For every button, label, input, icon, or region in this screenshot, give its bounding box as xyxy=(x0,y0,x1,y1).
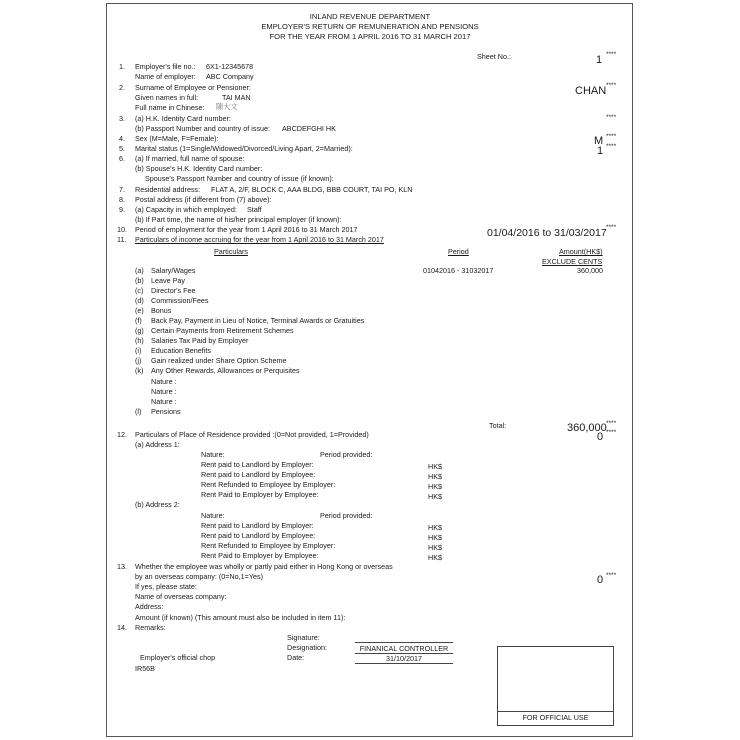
nature-label: Nature: xyxy=(201,450,225,459)
rent-line: Rent Refunded to Employee by Employer: xyxy=(201,541,336,550)
residential-address-label: Residential address: xyxy=(135,185,201,194)
principal-employer-label: (b) If Part time, the name of his/her principal employer (if known): xyxy=(135,215,342,224)
income-row-letter: (d) xyxy=(135,296,144,305)
surname-value: CHAN xyxy=(575,85,607,97)
hkd-label: HK$ xyxy=(428,472,442,481)
item-10-number: 10. xyxy=(117,225,127,234)
employment-period-label: Period of employment for the year from 1 April 2016 to 31 March 2017 xyxy=(135,225,358,234)
file-no-value: 6X1-12345678 xyxy=(206,62,254,71)
hkd-label: HK$ xyxy=(428,553,442,562)
marital-value: 1 xyxy=(597,145,604,157)
income-row-amount: 360,000 xyxy=(577,266,603,275)
residence-stars: **** xyxy=(606,429,617,436)
col-exclude-cents: EXCLUDE CENTS xyxy=(542,257,603,266)
capacity-label: (a) Capacity in which employed: xyxy=(135,205,237,214)
marital-stars: **** xyxy=(606,143,617,150)
income-row-period: 01042016 - 31032017 xyxy=(423,266,494,275)
form-period: FOR THE YEAR FROM 1 APRIL 2016 TO 31 MARCH 2017 xyxy=(269,32,471,41)
sex-label: Sex (M=Male, F=Female): xyxy=(135,134,219,143)
overseas-company-label: Name of overseas company: xyxy=(135,592,227,601)
item-11-number: 11. xyxy=(117,235,127,244)
surname-label: Surname of Employee or Pensioner: xyxy=(135,83,251,92)
date-label: Date: xyxy=(287,653,305,662)
sheet-no-stars: **** xyxy=(606,51,617,58)
income-row-label: Any Other Rewards, Allowances or Perquisites xyxy=(151,366,300,375)
total-value: 360,000 xyxy=(567,422,607,434)
rent-line: Rent paid to Landlord by Employer: xyxy=(201,521,314,530)
rent-line: Rent Refunded to Employee by Employer: xyxy=(201,480,336,489)
col-amount: Amount(HK$) xyxy=(559,247,603,256)
pensions-letter: (l) xyxy=(135,407,142,416)
nature-line: Nature : xyxy=(151,397,177,406)
col-particulars: Particulars xyxy=(214,247,248,256)
address-2-label: (b) Address 2: xyxy=(135,500,180,509)
income-row-label: Leave Pay xyxy=(151,276,185,285)
designation-top-rule xyxy=(355,642,453,643)
item-8-number: 8. xyxy=(119,195,125,204)
residence-label: Particulars of Place of Residence provided :(0=Not provided, 1=Provided) xyxy=(135,430,369,439)
hkd-label: HK$ xyxy=(428,482,442,491)
hkd-label: HK$ xyxy=(428,533,442,542)
overseas-stars: **** xyxy=(606,572,617,579)
item-7-number: 7. xyxy=(119,185,125,194)
address-1-label: (a) Address 1: xyxy=(135,440,180,449)
given-names-value: TAI MAN xyxy=(222,93,251,102)
income-row-letter: (f) xyxy=(135,316,142,325)
item-2-number: 2. xyxy=(119,83,125,92)
rent-line: Rent Paid to Employer by Employee: xyxy=(201,490,319,499)
income-row-label: Director's Fee xyxy=(151,286,196,295)
form-title: EMPLOYER'S RETURN OF REMUNERATION AND PENSIONS xyxy=(261,22,479,31)
income-row-letter: (e) xyxy=(135,306,144,315)
sex-stars: **** xyxy=(606,133,617,140)
income-row-label: Back Pay, Payment in Lieu of Notice, Terminal Awards or Gratuities xyxy=(151,316,365,325)
passport-value: ABCDEFGHI HK xyxy=(282,124,336,133)
chinese-name-label: Full name in Chinese: xyxy=(135,103,205,112)
hkd-label: HK$ xyxy=(428,523,442,532)
income-row-letter: (i) xyxy=(135,346,142,355)
hkd-label: HK$ xyxy=(428,543,442,552)
nature-label: Nature: xyxy=(201,511,225,520)
income-row-letter: (j) xyxy=(135,356,142,365)
signature-label: Signature: xyxy=(287,633,320,642)
period-provided-label: Period provided: xyxy=(320,450,373,459)
income-row-label: Bonus xyxy=(151,306,172,315)
income-row-label: Education Benefits xyxy=(151,346,211,355)
date-rule xyxy=(355,663,453,664)
hkid-label: (a) H.K. Identity Card number: xyxy=(135,114,231,123)
income-row-letter: (k) xyxy=(135,366,144,375)
overseas-line-1: Whether the employee was wholly or partly paid either in Hong Kong or overseas xyxy=(135,562,393,571)
income-row-letter: (a) xyxy=(135,266,144,275)
spouse-hkid-label: (b) Spouse's H.K. Identity Card number: xyxy=(135,164,263,173)
pensions-label: Pensions xyxy=(151,407,181,416)
file-no-label: Employer's file no.: xyxy=(135,62,196,71)
official-chop-label: Employer's official chop xyxy=(140,653,216,662)
item-13-number: 13. xyxy=(117,562,127,571)
item-3-number: 3. xyxy=(119,114,125,123)
item-6-number: 6. xyxy=(119,154,125,163)
item-12-number: 12. xyxy=(117,430,127,439)
income-row-label: Gain realized under Share Option Scheme xyxy=(151,356,287,365)
hkid-stars: **** xyxy=(606,114,617,121)
employer-name-value: ABC Company xyxy=(206,72,254,81)
rent-line: Rent paid to Landlord by Employer: xyxy=(201,460,314,469)
form-code: IR56B xyxy=(135,664,155,673)
sex-value: M xyxy=(594,135,604,147)
designation-value: FINANICAL CONTROLLER xyxy=(359,644,449,653)
passport-label: (b) Passport Number and country of issue: xyxy=(135,124,271,133)
income-section-label: Particulars of income accruing for the year from 1 April 2016 to 31 March 2017 xyxy=(135,235,384,244)
overseas-value: 0 xyxy=(597,574,604,586)
residential-address-value: FLAT A, 2/F, BLOCK C, AAA BLDG, BBB COURT, TAI PO, KLN xyxy=(211,185,413,194)
sheet-no-label: Sheet No.: xyxy=(477,52,511,61)
income-row-label: Salary/Wages xyxy=(151,266,196,275)
income-row-letter: (c) xyxy=(135,286,144,295)
date-value: 31/10/2017 xyxy=(386,654,422,663)
postal-address-label: Postal address (if different from (7) above): xyxy=(135,195,272,204)
total-label: Total: xyxy=(489,421,507,430)
item-9-number: 9. xyxy=(119,205,125,214)
surname-stars: **** xyxy=(606,82,617,89)
employment-period-value: 01/04/2016 to 31/03/2017 xyxy=(487,227,607,239)
rent-line: Rent paid to Landlord by Employee: xyxy=(201,470,316,479)
nature-line: Nature : xyxy=(151,377,177,386)
item-4-number: 4. xyxy=(119,134,125,143)
item-5-number: 5. xyxy=(119,144,125,153)
income-row-letter: (h) xyxy=(135,336,144,345)
spouse-name-label: (a) If married, full name of spouse: xyxy=(135,154,245,163)
income-row-label: Salaries Tax Paid by Employer xyxy=(151,336,249,345)
hkd-label: HK$ xyxy=(428,462,442,471)
capacity-value: Staff xyxy=(247,205,262,214)
official-use-rule xyxy=(497,711,614,712)
employment-period-stars: **** xyxy=(606,224,617,231)
remarks-label: Remarks: xyxy=(135,623,166,632)
item-14-number: 14. xyxy=(117,623,127,632)
total-stars: **** xyxy=(606,420,617,427)
employer-name-label: Name of employer: xyxy=(135,72,196,81)
hkd-label: HK$ xyxy=(428,492,442,501)
item-1-number: 1. xyxy=(119,62,125,71)
income-row-letter: (g) xyxy=(135,326,144,335)
income-row-label: Commission/Fees xyxy=(151,296,209,305)
overseas-line-2: by an overseas company: (0=No,1=Yes) xyxy=(135,572,263,581)
overseas-address-label: Address: xyxy=(135,602,164,611)
income-row-letter: (b) xyxy=(135,276,144,285)
period-provided-label: Period provided: xyxy=(320,511,373,520)
overseas-line-3: If yes, please state: xyxy=(135,582,197,591)
official-use-label: FOR OFFICIAL USE xyxy=(522,713,589,722)
nature-line: Nature : xyxy=(151,387,177,396)
rent-line: Rent paid to Landlord by Employee: xyxy=(201,531,316,540)
designation-label: Designation: xyxy=(287,643,327,652)
col-period: Period xyxy=(448,247,469,256)
marital-label: Marital status (1=Single/Widowed/Divorced/Living Apart, 2=Married): xyxy=(135,144,353,153)
spouse-passport-label: Spouse's Passport Number and country of issue (if known): xyxy=(145,174,334,183)
dept-heading: INLAND REVENUE DEPARTMENT xyxy=(309,12,431,21)
chinese-name-value: 陳大文 xyxy=(216,102,238,111)
rent-line: Rent Paid to Employer by Employee: xyxy=(201,551,319,560)
sheet-no-value: 1 xyxy=(596,54,603,66)
given-names-label: Given names in full: xyxy=(135,93,199,102)
residence-value: 0 xyxy=(597,431,604,443)
income-row-label: Certain Payments from Retirement Schemes xyxy=(151,326,294,335)
overseas-amount-label: Amount (if known) (This amount must also be included in item 11): xyxy=(135,613,346,622)
